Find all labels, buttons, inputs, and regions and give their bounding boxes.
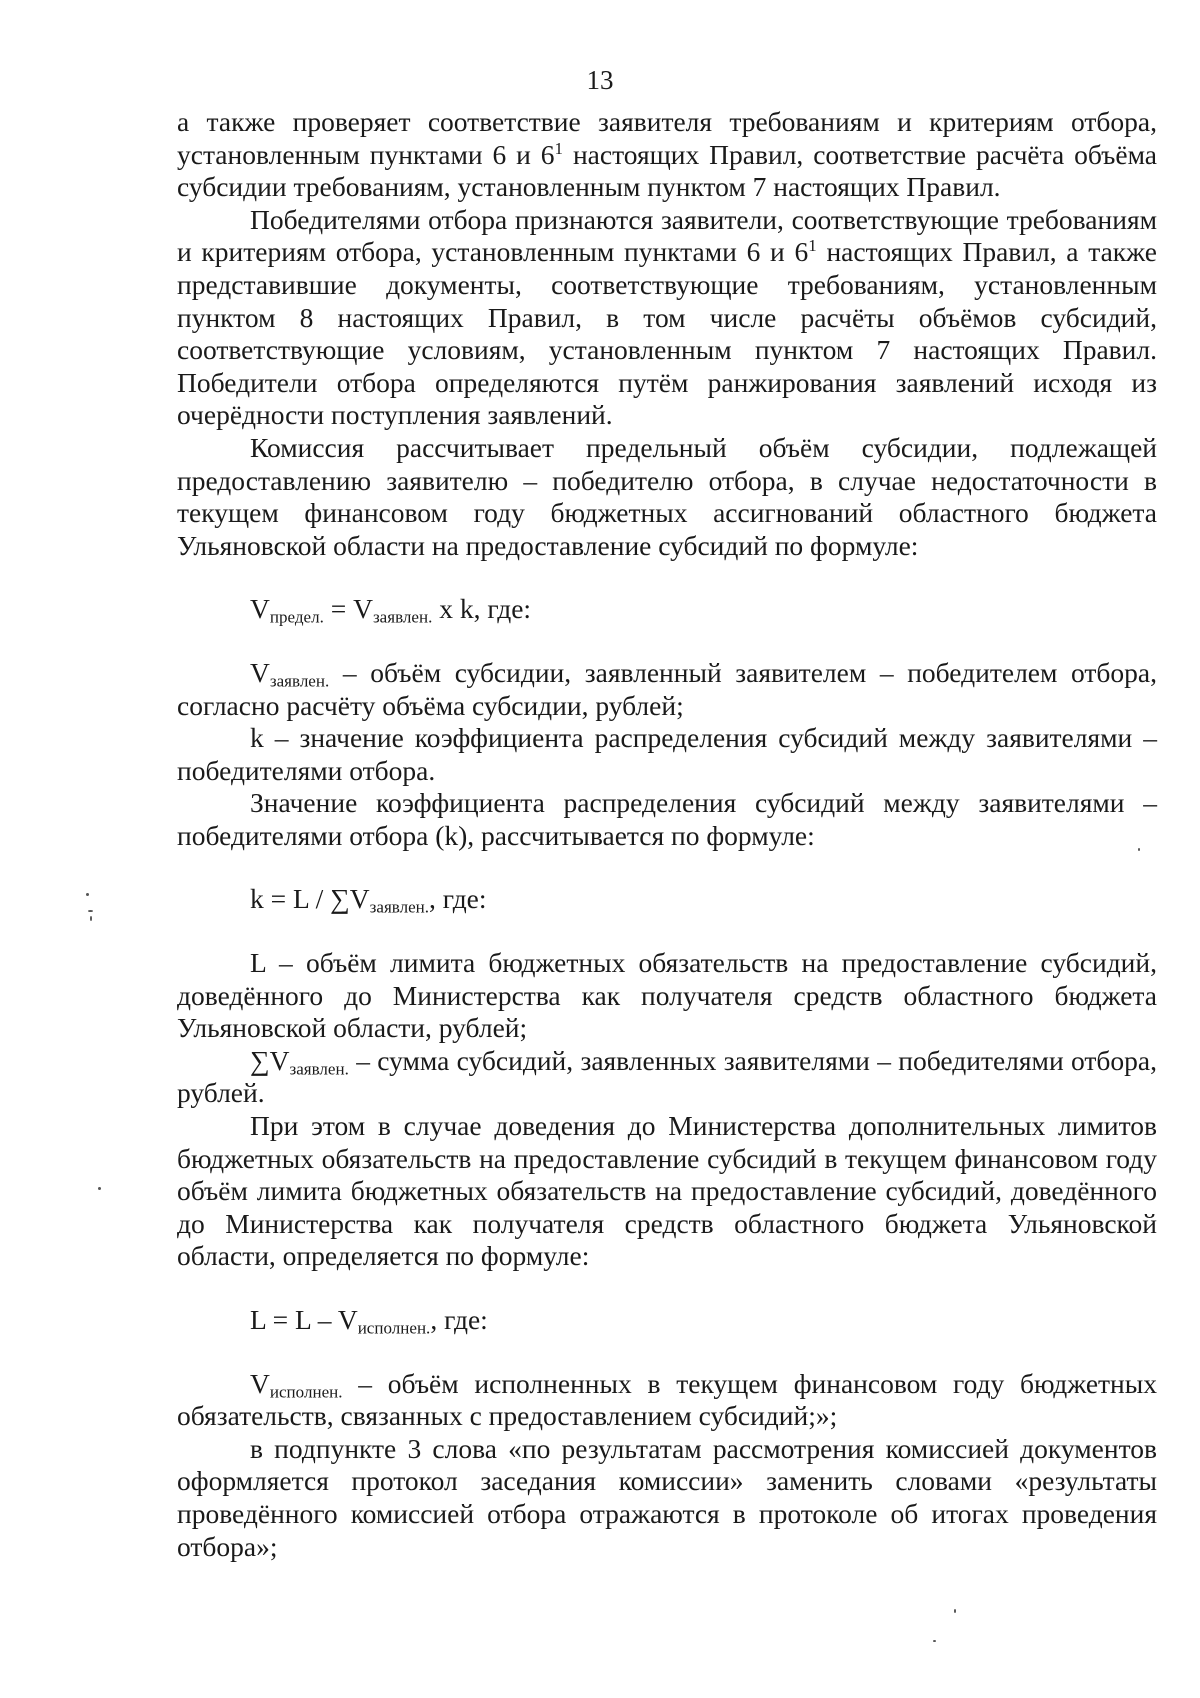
scan-speck xyxy=(1138,848,1140,851)
paragraph-sum-definition: $\sum V_{заявлен.}$ – сумма субсидий, заявленных заявителями – победителями отбора, рублей. xyxy=(177,1044,1157,1109)
scan-speck xyxy=(86,893,89,896)
paragraph-v-ispolnen: $V_{исполнен.}$ – объём исполненных в текущем финансовом году бюджетных обязательств, связанных с предоставлением субсидий;»; xyxy=(177,1367,1157,1432)
scan-speck xyxy=(90,916,92,921)
scan-speck xyxy=(88,910,93,912)
paragraph-2: Победителями отбора признаются заявители, соответствующие требованиям и критериям отбора, установленным пунктами 6 и $6^1$ настоящих Правил, а также представившие документы, соответствующие требованиям, установленным пунктом 8 настоящих Правил, в том числе расчёты объёмов субсидий, соответствующие условиям, установленным пунктом 7 настоящих Правил. Победители отбора определяются путём ранжирования заявлений исходя из очерёдности поступления заявлений. xyxy=(177,203,1157,431)
document-body xyxy=(177,106,1157,1563)
paragraph-subitem-3: в подпункте 3 слова «по результатам рассмотрения комиссией документов оформляется протокол заседания комиссии» заменить словами «результаты проведённого комиссией отбора отражаются в протоколе об итогах проведения отбора»; xyxy=(177,1432,1157,1562)
paragraph-additional-limits: При этом в случае доведения до Министерства дополнительных лимитов бюджетных обязательств на предоставление субсидий в текущем финансовом году объём лимита бюджетных обязательств на предоставление субсидий, доведённого до Министерства как получателя средств областного бюджета Ульяновской области, определяется по формуле: xyxy=(177,1110,1157,1272)
paragraph-l-definition: L – объём лимита бюджетных обязательств на предоставление субсидий, доведённого до Министерства как получателя средств областного бюджета Ульяновской области, рублей; xyxy=(177,947,1157,1044)
paragraph-k-definition: k – значение коэффициента распределения субсидий между заявителями – победителями отбора. xyxy=(177,722,1157,786)
scan-speck xyxy=(933,1640,936,1642)
paragraph-1: а также проверяет соответствие заявителя требованиям и критериям отбора, установленным пунктами 6 и $6^1$ настоящих Правил, соответствие расчёта объёма субсидии требованиям, установленным пунктом 7 настоящих Правил. xyxy=(177,106,1157,203)
formula-l: $L = L - V_{исполнен.}$, где: xyxy=(250,1304,488,1338)
paragraph-3: Комиссия рассчитывает предельный объём субсидии, подлежащей предоставлению заявителю – победителю отбора, в случае недостаточности в текущем финансовом году бюджетных ассигнований областного бюджета Ульяновской области на предоставление субсидий по формуле: xyxy=(177,431,1157,561)
page-number: 13 xyxy=(586,65,614,95)
scan-speck xyxy=(954,1609,956,1613)
formula-v-predel: $V_{предел.} = V_{заявлен.}$ x k, где: xyxy=(250,593,532,627)
paragraph-k-formula-intro: Значение коэффициента распределения субсидий между заявителями – победителями отбора (k), рассчитывается по формуле: xyxy=(177,787,1157,851)
formula-k: $k = L / \sum V_{заявлен.}$, где: xyxy=(250,883,487,917)
paragraph-v-zayavlen: $V_{заявлен.}$ – объём субсидии, заявленный заявителем – победителем отбора, согласно расчёту объёма субсидии, рублей; xyxy=(177,656,1157,721)
scan-speck xyxy=(98,1187,101,1190)
